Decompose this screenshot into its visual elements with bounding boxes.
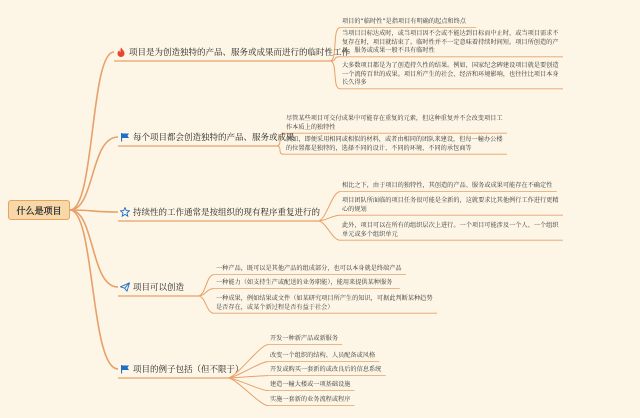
- fire-icon: [116, 47, 126, 57]
- topic-label: 项目是为创造独特的产品、服务或成果而进行的临时性工作: [129, 48, 351, 58]
- leaf-line: 项目的“临时性”是指项目有明确的起点和终点: [342, 18, 466, 25]
- leaf-note[interactable]: [342, 62, 559, 88]
- topic-temporary[interactable]: [114, 43, 352, 61]
- topic-can-create[interactable]: [118, 278, 186, 296]
- leaf-line: 一种产品，既可以是其他产品的组成部分，也可以本身就是终端产品: [216, 265, 402, 272]
- leaf-note[interactable]: [270, 381, 350, 390]
- leaf-line: 尽管某些项目可交付成果中可能存在重复的元素，但这种重复并不会改变项目工: [286, 115, 503, 122]
- topic-label: 持续性的工作通常是按组织的现有程序重复进行的: [133, 208, 321, 218]
- topic-label: 项目可以创造: [133, 283, 185, 293]
- leaf-note[interactable]: [270, 352, 375, 361]
- connector-line: [70, 210, 118, 287]
- leaf-line: 例如，即便采用相同或相似的材料，或者由相同的团队来建设，但每一幢办公楼: [286, 136, 503, 143]
- leaf-note[interactable]: [216, 295, 433, 312]
- leaf-line: 的位置都是独特的，选择不同的设计、不同的环境、不同的承包商等: [286, 144, 472, 152]
- leaf-line: 作本质上的独特性: [286, 123, 336, 131]
- connector-line: [318, 221, 340, 240]
- leaf-note[interactable]: [270, 366, 381, 375]
- leaf-note[interactable]: [286, 136, 503, 153]
- flag-icon: [120, 364, 130, 374]
- connector-line: [198, 296, 214, 313]
- leaf-line: 开发一种新产品或新服务: [270, 335, 339, 342]
- leaf-line: 建造一幢大楼或一项基础设施: [270, 381, 351, 388]
- leaf-line: 品、服务或成果一般不具有临时性: [342, 47, 435, 55]
- leaf-note[interactable]: [342, 30, 559, 56]
- leaf-line: 开发或购买一套新的或改良后的信息系统: [270, 366, 382, 373]
- leaf-line: 复存在时，项目就结束了。临时性并不一定意味着持续时间短。项目所创造的产: [342, 38, 559, 46]
- leaf-note[interactable]: [342, 222, 559, 239]
- leaf-line: 一种能力（如支持生产或配送的业务职能），能用来提供某种服务: [216, 279, 393, 286]
- leaf-line: 改变一个组织的结构、人员配备或风格: [270, 352, 376, 359]
- connector-line: [70, 210, 118, 369]
- connector-line: [70, 137, 118, 210]
- leaf-note[interactable]: [342, 197, 559, 214]
- leaf-note[interactable]: [216, 279, 392, 288]
- leaf-note[interactable]: [270, 396, 350, 405]
- leaf-line: 一种成果，例如结果或文件（如某研究项目所产生的知识，可据此判断某种趋势: [216, 295, 433, 302]
- leaf-line: 大多数项目都是为了创造持久性的结果。例如，国家纪念碑建设项目就是要创造: [342, 62, 559, 69]
- topic-ongoing-work[interactable]: [118, 203, 322, 221]
- leaf-line: 项目团队所面临的项目任务很可能是全新的，这就要求比其他例行工作进行更精: [342, 197, 559, 204]
- connector-line: [228, 378, 268, 406]
- leaf-line: 相比之下，由于项目的独特性，其创造的产品、服务或成果可能存在不确定性: [342, 182, 553, 189]
- leaf-line: 当项目目标达成时，或当项目因不会或不能达到目标而中止时，或当项目需求不: [342, 30, 559, 37]
- connector-line: [276, 146, 284, 154]
- leaf-line: 长久得多: [342, 79, 367, 87]
- leaf-line: 此外，项目可以在所有的组织层次上进行。一个项目可能涉及一个人、一个组织: [342, 222, 559, 229]
- leaf-note[interactable]: [270, 335, 338, 344]
- connector-line: [228, 378, 268, 391]
- connector-line: [70, 52, 114, 210]
- topic-label: 每个项目都会创造独特的产品、服务或成果: [133, 133, 295, 143]
- leaf-note[interactable]: [342, 182, 552, 191]
- topic-examples[interactable]: [118, 360, 246, 378]
- leaf-line: 单元或多个组织单元: [342, 230, 398, 238]
- paper-plane-icon: [120, 282, 130, 292]
- leaf-line: 心的规划: [342, 205, 367, 213]
- topic-label: 项目的例子包括（但不限于）: [133, 365, 244, 375]
- star-icon: [120, 207, 130, 217]
- leaf-note[interactable]: [342, 18, 466, 27]
- flag-icon: [120, 132, 130, 142]
- leaf-line: 实施一套新的业务流程或程序: [270, 396, 351, 403]
- connector-line: [330, 61, 340, 89]
- root-topic[interactable]: 什么是项目: [8, 200, 70, 220]
- leaf-line: 一个流传百世的成果。项目所产生的社会、经济和环境影响，也往往比项目本身: [342, 70, 559, 78]
- topic-unique[interactable]: [118, 128, 297, 146]
- leaf-note[interactable]: [286, 115, 503, 132]
- leaf-note[interactable]: [216, 265, 402, 274]
- leaf-line: 是否存在，或某个新过程是否有益于社会）: [216, 303, 334, 311]
